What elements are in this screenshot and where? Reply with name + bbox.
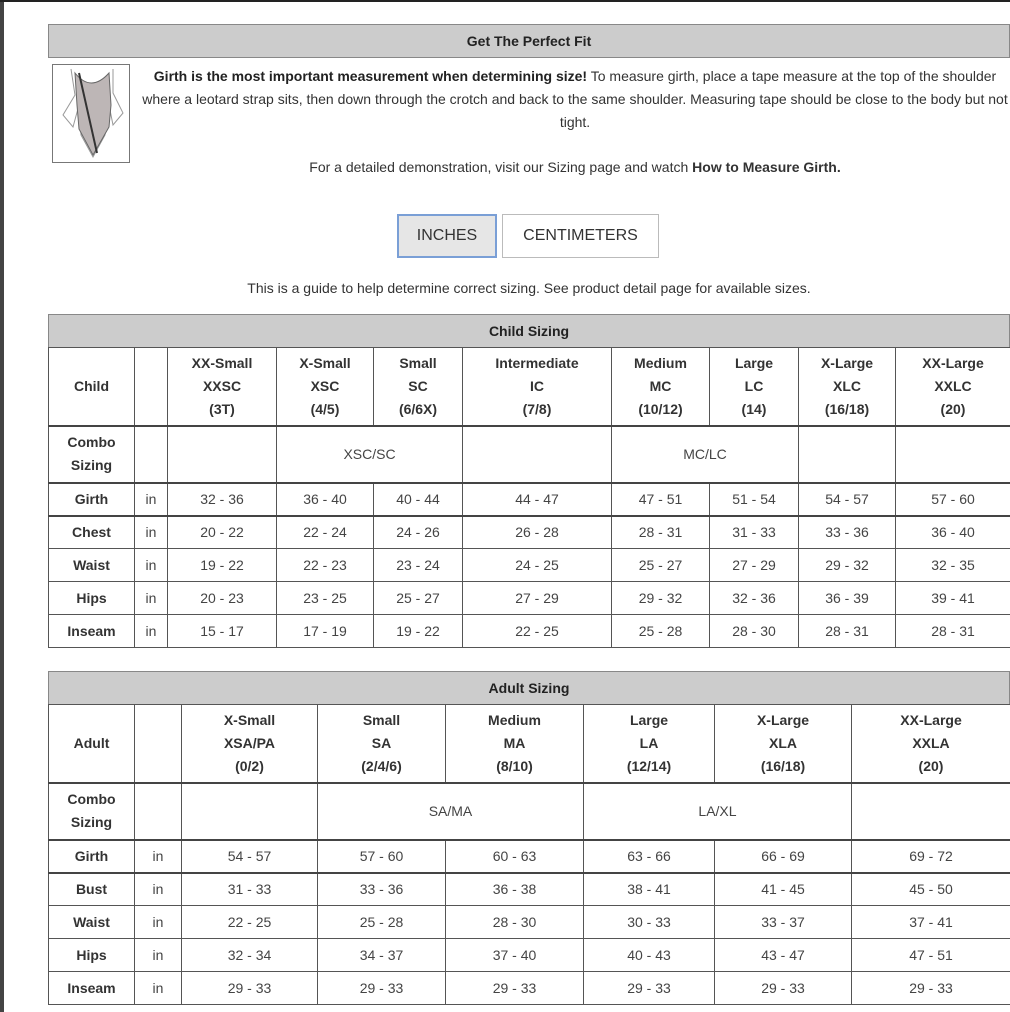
unit-cell: in	[135, 582, 168, 615]
measurement-value: 36 - 39	[799, 582, 896, 615]
size-header-cell	[168, 348, 277, 426]
measurement-value: 29 - 32	[612, 582, 710, 615]
measurement-value: 32 - 35	[896, 549, 1010, 582]
measurement-value: 66 - 69	[715, 840, 852, 873]
size-header-line: Intermediate	[463, 352, 611, 375]
unit-cell: in	[135, 840, 182, 873]
measurement-value: 19 - 22	[168, 549, 277, 582]
measurement-value: 57 - 60	[318, 840, 446, 873]
size-header-cell	[463, 348, 612, 426]
table-row	[49, 549, 1010, 582]
measurement-value: 28 - 31	[799, 615, 896, 648]
measurement-value: 24 - 25	[463, 549, 612, 582]
measurement-value: 34 - 37	[318, 939, 446, 972]
size-header-cell	[277, 348, 374, 426]
size-header-line: (16/18)	[715, 755, 851, 778]
size-header-line: X-Large	[799, 352, 895, 375]
measurement-value: 29 - 33	[446, 972, 584, 1005]
girth-instructions	[140, 65, 1010, 134]
measurement-value: 27 - 29	[463, 582, 612, 615]
combo-cell	[896, 426, 1010, 483]
size-header-cell	[446, 705, 584, 783]
combo-cell	[463, 426, 612, 483]
size-header-line: (3T)	[168, 398, 276, 421]
measurement-value: 43 - 47	[715, 939, 852, 972]
measurement-value: 47 - 51	[852, 939, 1010, 972]
measurement-value: 31 - 33	[710, 516, 799, 549]
size-header-line: IC	[463, 375, 611, 398]
measurement-value: 32 - 36	[710, 582, 799, 615]
measurement-label: Hips	[49, 582, 135, 615]
combo-cell: LA/XL	[584, 783, 852, 840]
window-edge	[0, 2, 4, 1012]
size-header-line: (14)	[710, 398, 798, 421]
measurement-value: 27 - 29	[710, 549, 799, 582]
unit-cell: in	[135, 873, 182, 906]
measurement-value: 29 - 33	[182, 972, 318, 1005]
table-row	[49, 939, 1010, 972]
size-header-line: XXSC	[168, 375, 276, 398]
combo-sizing-label	[49, 426, 135, 483]
corner-label: Adult	[49, 705, 135, 783]
measurement-value: 32 - 34	[182, 939, 318, 972]
measurement-value: 69 - 72	[852, 840, 1010, 873]
measurement-value: 36 - 40	[896, 516, 1010, 549]
measurement-value: 29 - 32	[799, 549, 896, 582]
measurement-value: 23 - 24	[374, 549, 463, 582]
combo-unit-cell	[135, 783, 182, 840]
unit-cell: in	[135, 906, 182, 939]
unit-cell: in	[135, 516, 168, 549]
size-header-line: X-Large	[715, 709, 851, 732]
size-header-line: LC	[710, 375, 798, 398]
adult-sizing-table	[48, 671, 1010, 1005]
corner-label: Child	[49, 348, 135, 426]
size-header-cell	[852, 705, 1010, 783]
measurement-value: 37 - 41	[852, 906, 1010, 939]
measurement-value: 54 - 57	[799, 483, 896, 516]
measurement-value: 25 - 28	[612, 615, 710, 648]
measurement-value: 20 - 22	[168, 516, 277, 549]
size-header-cell	[710, 348, 799, 426]
measurement-value: 26 - 28	[463, 516, 612, 549]
measurement-value: 29 - 33	[318, 972, 446, 1005]
girth-instructions-text: To measure girth, place a tape measure at the top of the shoulder where a leotard strap sits, then down through the crotch and back to the same shoulder. Measuring tape should be close to the body but not tight.	[142, 68, 1007, 130]
adult-sizing-title: Adult Sizing	[48, 671, 1010, 704]
measurement-value: 25 - 27	[374, 582, 463, 615]
size-header-line: SA	[318, 732, 445, 755]
measurement-value: 29 - 33	[715, 972, 852, 1005]
size-header-line: MA	[446, 732, 583, 755]
measurement-value: 36 - 40	[277, 483, 374, 516]
measurement-value: 28 - 30	[446, 906, 584, 939]
size-header-line: (10/12)	[612, 398, 709, 421]
measurement-value: 33 - 36	[799, 516, 896, 549]
measurement-value: 22 - 25	[463, 615, 612, 648]
measurement-value: 20 - 23	[168, 582, 277, 615]
size-header-line: X-Small	[182, 709, 317, 732]
size-header-line: (2/4/6)	[318, 755, 445, 778]
measurement-value: 54 - 57	[182, 840, 318, 873]
size-header-cell	[374, 348, 463, 426]
fit-section-title: Get The Perfect Fit	[48, 24, 1010, 58]
unit-column-header	[135, 348, 168, 426]
combo-label-line: Sizing	[49, 811, 134, 834]
size-header-line: (20)	[896, 398, 1010, 421]
measurement-value: 22 - 25	[182, 906, 318, 939]
demo-note-text: For a detailed demonstration, visit our Sizing page and watch	[309, 159, 692, 175]
unit-cell: in	[135, 972, 182, 1005]
size-header-line: XX-Large	[852, 709, 1010, 732]
unit-cell: in	[135, 939, 182, 972]
measurement-value: 19 - 22	[374, 615, 463, 648]
size-header-row	[49, 348, 1010, 426]
combo-cell: XSC/SC	[277, 426, 463, 483]
size-header-line: (6/6X)	[374, 398, 462, 421]
size-header-line: XX-Small	[168, 352, 276, 375]
combo-cell: SA/MA	[318, 783, 584, 840]
size-header-line: Large	[584, 709, 714, 732]
measurement-value: 36 - 38	[446, 873, 584, 906]
measurement-value: 29 - 33	[852, 972, 1010, 1005]
child-sizing-grid	[48, 347, 1010, 648]
size-header-line: (8/10)	[446, 755, 583, 778]
measurement-label: Hips	[49, 939, 135, 972]
measurement-value: 28 - 30	[710, 615, 799, 648]
size-header-line: Medium	[446, 709, 583, 732]
measurement-value: 15 - 17	[168, 615, 277, 648]
child-sizing-title: Child Sizing	[48, 314, 1010, 347]
size-header-line: Medium	[612, 352, 709, 375]
size-header-cell	[584, 705, 715, 783]
size-header-line: (7/8)	[463, 398, 611, 421]
size-header-line: MC	[612, 375, 709, 398]
size-header-row	[49, 705, 1010, 783]
size-header-cell	[715, 705, 852, 783]
how-to-measure-girth-link[interactable]: How to Measure Girth.	[692, 159, 841, 175]
leotard-girth-illustration	[52, 64, 130, 163]
size-header-line: SC	[374, 375, 462, 398]
measurement-value: 25 - 27	[612, 549, 710, 582]
measurement-value: 40 - 44	[374, 483, 463, 516]
combo-sizing-row	[49, 426, 1010, 483]
size-header-line: XSA/PA	[182, 732, 317, 755]
size-header-cell	[799, 348, 896, 426]
table-row	[49, 873, 1010, 906]
unit-cell: in	[135, 483, 168, 516]
measurement-value: 38 - 41	[584, 873, 715, 906]
combo-unit-cell	[135, 426, 168, 483]
unit-cell: in	[135, 615, 168, 648]
measurement-value: 33 - 37	[715, 906, 852, 939]
sizing-guide-note: This is a guide to help determine correct sizing. See product detail page for available sizes.	[48, 278, 1010, 298]
measurement-value: 17 - 19	[277, 615, 374, 648]
measurement-value: 41 - 45	[715, 873, 852, 906]
combo-label-line: Combo	[49, 431, 134, 454]
measurement-value: 23 - 25	[277, 582, 374, 615]
size-header-line: (16/18)	[799, 398, 895, 421]
size-header-line: XLA	[715, 732, 851, 755]
measurement-value: 29 - 33	[584, 972, 715, 1005]
measurement-value: 22 - 23	[277, 549, 374, 582]
measurement-value: 63 - 66	[584, 840, 715, 873]
table-row	[49, 906, 1010, 939]
measurement-value: 45 - 50	[852, 873, 1010, 906]
table-row	[49, 582, 1010, 615]
size-header-line: (20)	[852, 755, 1010, 778]
demo-note	[140, 156, 1010, 179]
table-row	[49, 615, 1010, 648]
measurement-value: 60 - 63	[446, 840, 584, 873]
measurement-value: 37 - 40	[446, 939, 584, 972]
measurement-label: Inseam	[49, 972, 135, 1005]
measurement-value: 47 - 51	[612, 483, 710, 516]
combo-cell	[852, 783, 1010, 840]
girth-emphasis: Girth is the most important measurement when determining size!	[154, 68, 587, 84]
measurement-label: Girth	[49, 840, 135, 873]
measurement-value: 22 - 24	[277, 516, 374, 549]
size-header-line: X-Small	[277, 352, 373, 375]
table-row	[49, 483, 1010, 516]
size-header-line: Small	[318, 709, 445, 732]
measurement-value: 30 - 33	[584, 906, 715, 939]
measurement-label: Girth	[49, 483, 135, 516]
child-sizing-table	[48, 314, 1010, 648]
combo-sizing-row	[49, 783, 1010, 840]
measurement-value: 28 - 31	[896, 615, 1010, 648]
unit-column-header	[135, 705, 182, 783]
measurement-value: 51 - 54	[710, 483, 799, 516]
measurement-label: Inseam	[49, 615, 135, 648]
inches-button[interactable]: INCHES	[397, 214, 497, 258]
measurement-value: 32 - 36	[168, 483, 277, 516]
measurement-label: Waist	[49, 549, 135, 582]
size-header-line: LA	[584, 732, 714, 755]
measurement-value: 33 - 36	[318, 873, 446, 906]
size-header-line: XSC	[277, 375, 373, 398]
unit-cell: in	[135, 549, 168, 582]
measurement-label: Chest	[49, 516, 135, 549]
combo-cell	[799, 426, 896, 483]
size-header-cell	[896, 348, 1010, 426]
size-header-line: (4/5)	[277, 398, 373, 421]
combo-label-line: Sizing	[49, 454, 134, 477]
size-header-line: Small	[374, 352, 462, 375]
combo-cell	[182, 783, 318, 840]
combo-cell	[168, 426, 277, 483]
combo-cell: MC/LC	[612, 426, 799, 483]
combo-sizing-label	[49, 783, 135, 840]
centimeters-button[interactable]: CENTIMETERS	[502, 214, 659, 258]
measurement-label: Waist	[49, 906, 135, 939]
size-header-line: XXLC	[896, 375, 1010, 398]
measurement-label: Bust	[49, 873, 135, 906]
adult-sizing-grid	[48, 704, 1010, 1005]
measurement-value: 44 - 47	[463, 483, 612, 516]
size-header-cell	[318, 705, 446, 783]
size-header-line: (12/14)	[584, 755, 714, 778]
measurement-value: 28 - 31	[612, 516, 710, 549]
table-row	[49, 516, 1010, 549]
measurement-value: 57 - 60	[896, 483, 1010, 516]
table-row	[49, 972, 1010, 1005]
size-header-cell	[612, 348, 710, 426]
size-header-line: XLC	[799, 375, 895, 398]
measurement-value: 25 - 28	[318, 906, 446, 939]
measurement-value: 39 - 41	[896, 582, 1010, 615]
size-header-line: Large	[710, 352, 798, 375]
combo-label-line: Combo	[49, 788, 134, 811]
size-header-line: XXLA	[852, 732, 1010, 755]
size-header-line: (0/2)	[182, 755, 317, 778]
measurement-value: 31 - 33	[182, 873, 318, 906]
size-header-line: XX-Large	[896, 352, 1010, 375]
table-row	[49, 840, 1010, 873]
measurement-value: 40 - 43	[584, 939, 715, 972]
size-header-cell	[182, 705, 318, 783]
measurement-value: 24 - 26	[374, 516, 463, 549]
